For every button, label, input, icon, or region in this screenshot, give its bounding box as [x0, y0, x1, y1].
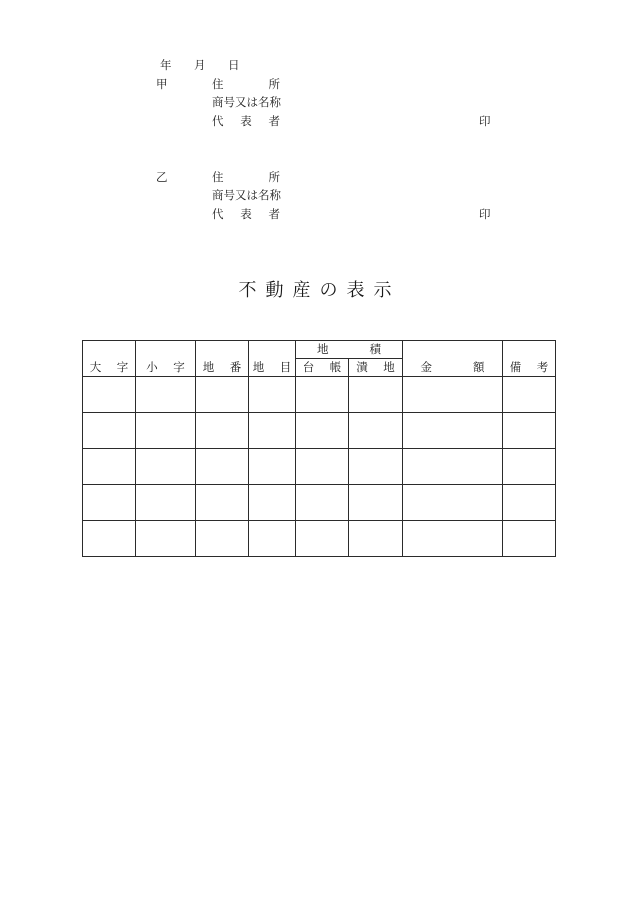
header-oaza: 大 字: [83, 341, 136, 377]
party-b-name-label: 商号又は名称: [212, 188, 281, 202]
table-cell: [83, 521, 136, 557]
table-cell: [196, 377, 249, 413]
table-cell: [249, 485, 296, 521]
party-b-label: 乙: [156, 170, 168, 184]
table-cell: [503, 521, 556, 557]
party-a-address-label: 住 所: [212, 77, 280, 91]
table-row: [83, 377, 556, 413]
table-row: [83, 413, 556, 449]
table-cell: [349, 377, 403, 413]
table-cell: [296, 521, 349, 557]
header-chimoku: 地 目: [249, 341, 296, 377]
header-kingaku: 金 額: [403, 341, 503, 377]
table-row: [83, 521, 556, 557]
table-cell: [196, 449, 249, 485]
table-cell: [503, 449, 556, 485]
table-cell: [403, 521, 503, 557]
party-b-representative-label: 代 表 者: [212, 207, 280, 221]
party-a-label: 甲: [156, 77, 168, 91]
table-header-row: [83, 341, 556, 359]
party-b-address-label: 住 所: [212, 170, 280, 184]
table-cell: [249, 377, 296, 413]
table-cell: [196, 413, 249, 449]
table-cell: [403, 413, 503, 449]
table-cell: [83, 449, 136, 485]
table-cell: [196, 521, 249, 557]
table-cell: [83, 413, 136, 449]
table-cell: [349, 449, 403, 485]
table-cell: [349, 521, 403, 557]
table-cell: [136, 377, 196, 413]
table-cell: [503, 485, 556, 521]
table-cell: [136, 521, 196, 557]
table-cell: [503, 377, 556, 413]
table-cell: [296, 377, 349, 413]
table-cell: [403, 377, 503, 413]
property-table: [82, 340, 556, 557]
table-cell: [83, 485, 136, 521]
table-cell: [296, 485, 349, 521]
header-koaza: 小 字: [136, 341, 196, 377]
header-chiban: 地 番: [196, 341, 249, 377]
date-year-label: 年: [160, 58, 172, 72]
table-cell: [503, 413, 556, 449]
table-cell: [136, 485, 196, 521]
date-month-label: 月: [194, 58, 206, 72]
table-cell: [403, 449, 503, 485]
table-cell: [196, 485, 249, 521]
table-cell: [249, 413, 296, 449]
table-cell: [296, 449, 349, 485]
header-daicho: 台 帳: [296, 359, 349, 377]
party-a-representative-label: 代 表 者: [212, 114, 280, 128]
party-b-seal-mark: 印: [479, 207, 491, 221]
table-cell: [249, 521, 296, 557]
table-cell: [136, 413, 196, 449]
party-a-seal-mark: 印: [479, 114, 491, 128]
header-tsubushichi: 潰 地: [349, 359, 403, 377]
table-cell: [249, 449, 296, 485]
table-cell: [136, 449, 196, 485]
header-biko: 備 考: [503, 341, 556, 377]
date-day-label: 日: [228, 58, 240, 72]
header-chiseki: 地 積: [296, 341, 403, 359]
table-cell: [403, 485, 503, 521]
table-cell: [83, 377, 136, 413]
table-cell: [349, 485, 403, 521]
table-cell: [296, 413, 349, 449]
table-row: [83, 485, 556, 521]
table-row: [83, 449, 556, 485]
document-title: 不動産の表示: [238, 280, 401, 301]
table-cell: [349, 413, 403, 449]
party-a-name-label: 商号又は名称: [212, 95, 281, 109]
